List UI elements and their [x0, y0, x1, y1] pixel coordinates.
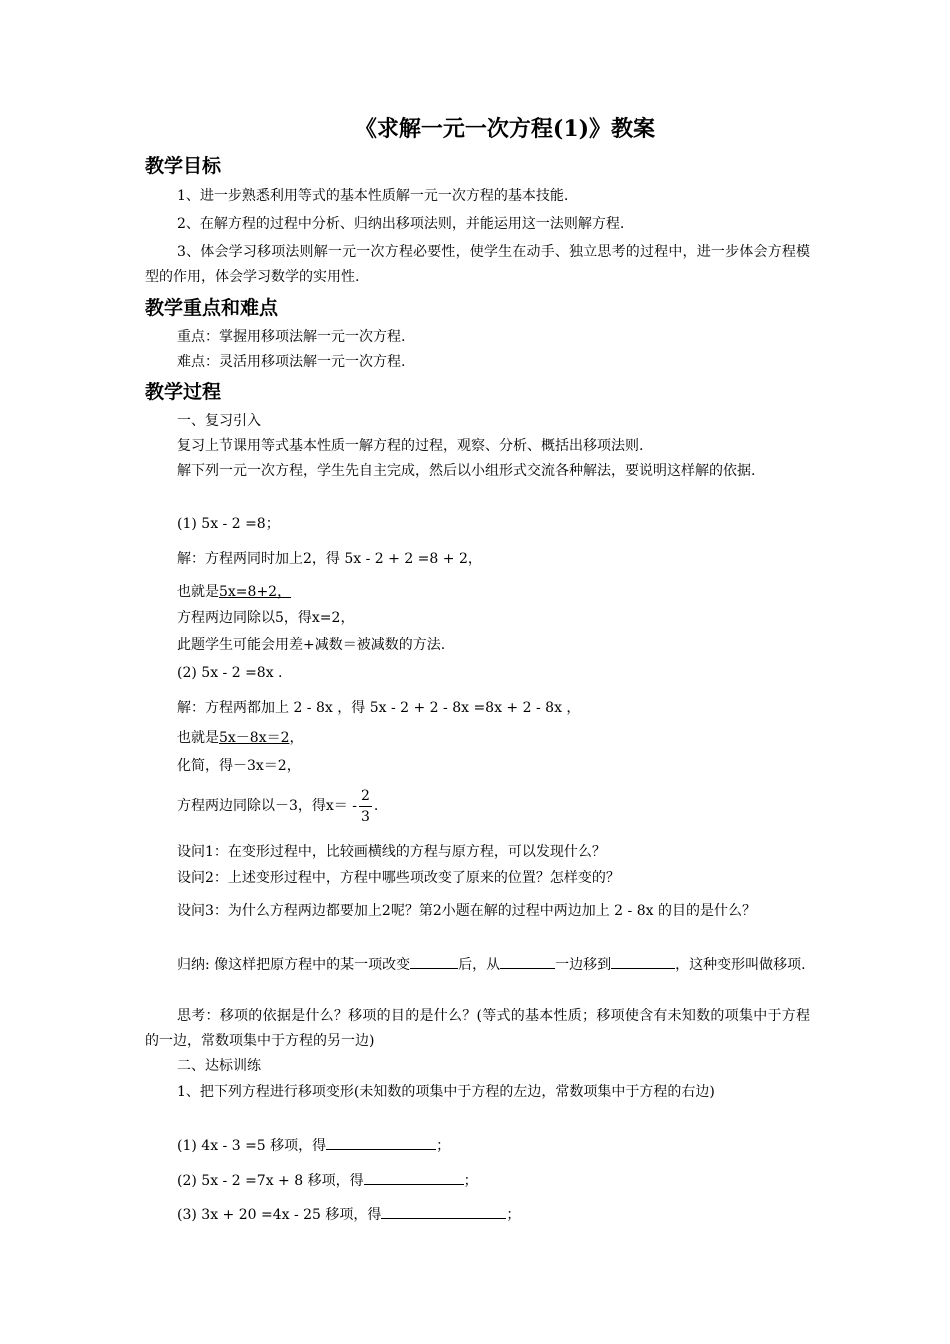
- fraction-two-thirds: $\frac{2}{3}$: [360, 787, 370, 825]
- fill-blank[interactable]: [500, 954, 555, 969]
- equation-2-divide: 方程两边同除以－3，得x＝ - $\frac{2}{3}$ .: [177, 787, 379, 825]
- heading-teaching-goals: 教学目标: [145, 155, 222, 177]
- heading-key-points: 教学重点和难点: [145, 297, 279, 319]
- equation-1-that-is: 也就是5x=8+2，: [177, 584, 292, 600]
- equation-1-solution: 解：方程两同时加上2，得 5x - 2 + 2 =8 + 2，: [177, 551, 482, 567]
- goal-item-3: 3、体会学习移项法则解一元一次方程必要性，使学生在动手、独立思考的过程中，进一步体会方程模型的作用，体会学习数学的实用性.: [145, 244, 810, 285]
- part1-title: 一、复习引入: [177, 413, 261, 429]
- fill-blank[interactable]: [410, 954, 458, 969]
- drill-item-3: (3) 3x + 20 =4x - 25 移项，得 ；: [177, 1203, 520, 1228]
- equation-1-note: 此题学生可能会用差+减数＝被减数的方法.: [177, 637, 446, 653]
- part2-title: 二、达标训练: [177, 1058, 261, 1074]
- underlined-equation-2: 5x－8x＝2: [219, 730, 290, 746]
- answer-blank[interactable]: [364, 1170, 464, 1185]
- question-3: 设问3：为什么方程两边都要加上2呢？第2小题在解的过程中两边加上 2 - 8x 的目的是什么？: [177, 903, 756, 919]
- key-point: 重点：掌握用移项法解一元一次方程.: [177, 329, 406, 345]
- goal-item-2: 2、在解方程的过程中分析、归纳出移项法则，并能运用这一法则解方程.: [177, 216, 625, 232]
- equation-1: (1) 5x - 2 =8；: [177, 516, 280, 532]
- question-2: 设问2：上述变形过程中，方程中哪些项改变了原来的位置？怎样变的？: [177, 870, 620, 886]
- answer-blank[interactable]: [326, 1135, 436, 1150]
- think-question: 思考：移项的依据是什么？移项的目的是什么？(等式的基本性质；移项使含有未知数的项集中于方程的一边，常数项集中于方程的另一边): [145, 1008, 810, 1049]
- equation-2-that-is: 也就是5x－8x＝2，: [177, 730, 304, 746]
- goal-item-1: 1、进一步熟悉利用等式的基本性质解一元一次方程的基本技能.: [177, 188, 569, 204]
- difficulty-point: 难点：灵活用移项法解一元一次方程.: [177, 354, 406, 370]
- intro-text-1: 复习上节课用等式基本性质一解方程的过程，观察、分析、概括出移项法则.: [177, 438, 644, 454]
- equation-2-solution: 解：方程两都加上 2 - 8x ，得 5x - 2 + 2 - 8x =8x + 2 - 8x ，: [177, 700, 581, 716]
- drill-item-1: (1) 4x - 3 =5 移项，得 ；: [177, 1134, 450, 1159]
- equation-2: (2) 5x - 2 =8x .: [177, 665, 283, 681]
- question-1: 设问1：在变形过程中，比较画横线的方程与原方程，可以发现什么？: [177, 844, 606, 860]
- heading-teaching-process: 教学过程: [145, 381, 222, 403]
- summary: 归纳: 像这样把原方程中的某一项改变 后，从 一边移到 ，这种变形叫做移项.: [145, 953, 810, 978]
- underlined-equation-1: 5x=8+2，: [219, 584, 292, 600]
- document-title: 《求解一元一次方程(1)》教案: [354, 116, 656, 142]
- fill-blank[interactable]: [611, 954, 675, 969]
- equation-1-divide: 方程两边同除以5，得x=2，: [177, 610, 355, 626]
- equation-2-simplify: 化简，得－3x＝2，: [177, 758, 301, 774]
- answer-blank[interactable]: [381, 1204, 506, 1219]
- drill-intro: 1、把下列方程进行移项变形(未知数的项集中于方程的左边，常数项集中于方程的右边): [177, 1084, 715, 1100]
- intro-text-2: 解下列一元一次方程，学生先自主完成，然后以小组形式交流各种解法，要说明这样解的依据.: [177, 463, 756, 479]
- drill-item-2: (2) 5x - 2 =7x + 8 移项，得 ；: [177, 1169, 478, 1194]
